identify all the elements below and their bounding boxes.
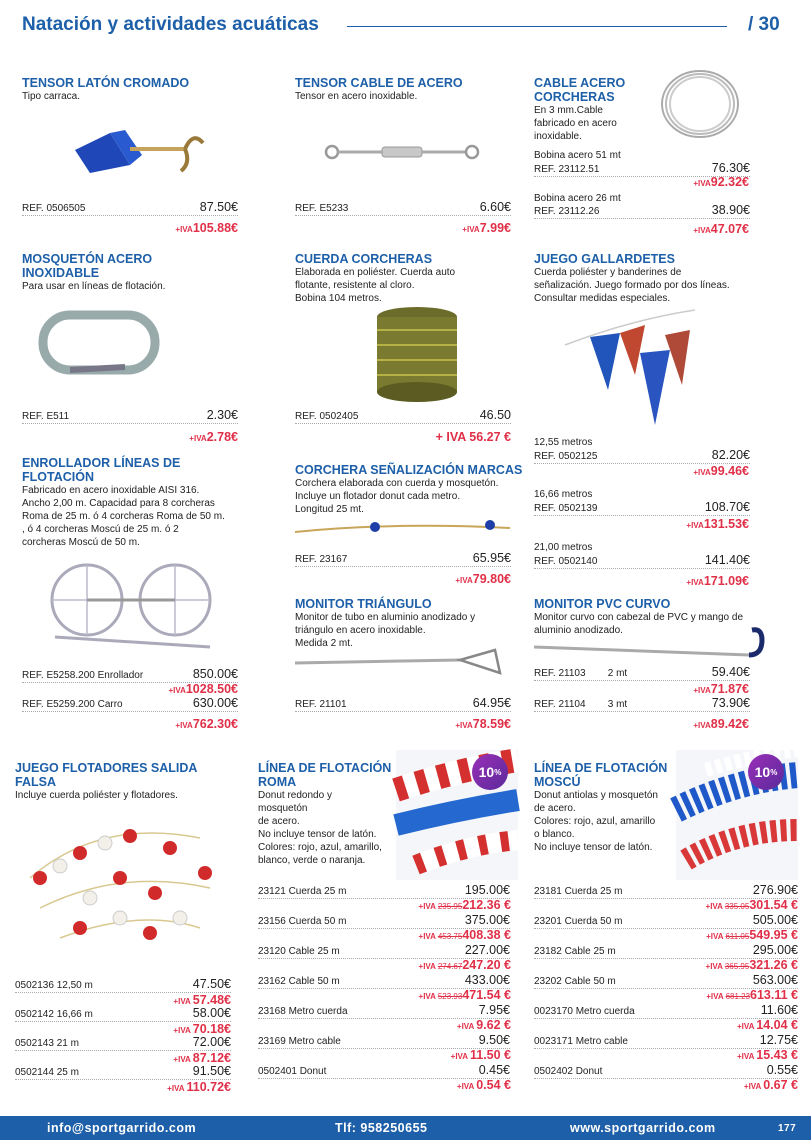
iva-label: +IVA [173, 1055, 193, 1064]
price-before-discount: 611.05 [725, 932, 750, 941]
iva-label: +IVA [175, 721, 193, 730]
iva-label: +IVA [168, 686, 186, 695]
price-row [258, 973, 510, 989]
product-cuerda-corcheras [295, 252, 515, 305]
iva-label: +IVA [456, 1082, 477, 1091]
iva-label: +IVA [189, 434, 207, 443]
price-row [534, 1003, 798, 1019]
price: 73.90€ [711, 696, 750, 710]
product-title: MONITOR TRIÁNGULO [295, 597, 432, 611]
price-iva [173, 993, 231, 1007]
iva-label: +IVA [462, 225, 480, 234]
price-iva [706, 988, 798, 1002]
iva-label: +IVA [693, 468, 711, 477]
ref-code: 0502401 Donut [258, 1066, 327, 1077]
price-iva: +IVA7.99€ [462, 221, 511, 235]
ref-code: 23181 Cuerda 25 m [534, 886, 623, 897]
price-iva [419, 898, 511, 912]
price-iva: +IVA79.80€ [455, 572, 511, 586]
price-iva: +IVA89.42€ [693, 717, 749, 731]
product-tensor-cable [295, 76, 515, 103]
price-before-discount: 523.93 [437, 992, 463, 1001]
product-desc: En 3 mm.Cable [534, 105, 603, 116]
price-before-discount: 335.05 [724, 902, 750, 911]
ref-code: REF. E5259.200 Carro [22, 699, 123, 710]
price-row [22, 667, 238, 683]
price-row [534, 553, 750, 569]
price-row [534, 1033, 798, 1049]
price-with-iva: 110.72€ [186, 1080, 231, 1094]
iva-label: +IVA [686, 578, 704, 587]
iva-label: +IVA [418, 992, 438, 1001]
floats-image [20, 808, 220, 958]
price-row [295, 696, 511, 712]
price-row [258, 943, 510, 959]
product-desc: Incluye un flotador donut cada metro. [295, 491, 461, 502]
price-row [258, 1063, 510, 1079]
product-desc: Tensor en acero inoxidable. [295, 91, 418, 102]
ref-code: REF. 21104 3 mt [534, 699, 628, 710]
product-title: JUEGO GALLARDETES [534, 252, 675, 266]
price-with-iva: 57.48€ [192, 993, 231, 1007]
iva-label: +IVA [450, 1052, 470, 1061]
product-enrollador [22, 456, 262, 549]
footer-email[interactable]: info@sportgarrido.com [47, 1121, 197, 1135]
iva-label: +IVA [456, 1022, 477, 1031]
product-roma [258, 761, 398, 867]
price-with-iva: 549.95 € [749, 928, 798, 942]
iva-label: +IVA [706, 992, 726, 1001]
ref-code: REF. 23112.51 [534, 164, 600, 175]
ref-code: 0502402 Donut [534, 1066, 603, 1077]
price-with-iva: 15.43 € [756, 1048, 798, 1062]
price-iva [419, 958, 511, 972]
price: 72.00€ [192, 1035, 231, 1049]
price: 87.50€ [199, 200, 238, 214]
price-row [258, 1033, 510, 1049]
product-desc: triángulo en acero inoxidable. [295, 625, 426, 636]
iva-label: +IVA [705, 902, 725, 911]
price-row [258, 883, 510, 899]
price-iva [737, 1048, 798, 1062]
price: 108.70€ [704, 500, 750, 514]
price-row [258, 1003, 510, 1019]
ref-code: REF. 23112.26 [534, 206, 600, 217]
product-desc: Tipo carraca. [22, 91, 80, 102]
ref-code: 23201 Cuerda 50 m [534, 916, 623, 927]
product-mosqueton [22, 252, 242, 293]
ref-code: 0023171 Metro cable [534, 1036, 628, 1047]
product-title: MOSCÚ [534, 775, 581, 789]
price-row [295, 200, 511, 216]
price-row [534, 448, 750, 464]
product-title: TENSOR LATÓN CROMADO [22, 76, 190, 90]
ref-code: REF. E511 [22, 411, 70, 422]
price: 0.45€ [478, 1063, 510, 1077]
product-title: JUEGO FLOTADORES SALIDA [15, 761, 198, 775]
product-desc: No incluye tensor de latón. [258, 829, 377, 840]
page-title: Natación y actividades acuáticas [22, 14, 319, 35]
price-iva: +IVA105.88€ [175, 221, 238, 235]
product-desc: Incluye cuerda poliéster y flotadores. [15, 790, 178, 801]
price: 7.95€ [478, 1003, 510, 1017]
iva-label: +IVA [706, 932, 726, 941]
product-gallardetes [534, 252, 784, 305]
product-corchera-senalizacion [295, 463, 535, 516]
product-desc: o blanco. [534, 829, 575, 840]
price: 141.40€ [704, 553, 750, 567]
ref-code: REF. 0502405 [295, 411, 359, 422]
ref-code: REF. 0506505 [22, 203, 86, 214]
product-desc: Monitor de tubo en aluminio anodizado y [295, 612, 476, 623]
product-title: CORCHERAS [534, 90, 615, 104]
product-title: MOSQUETÓN ACERO [22, 252, 153, 266]
iva-label: +IVA [167, 1084, 187, 1093]
price-iva: +IVA762.30€ [175, 717, 238, 731]
price-iva [419, 988, 511, 1002]
price: 630.00€ [192, 696, 238, 710]
ref-code: REF. E5233 [295, 203, 349, 214]
product-desc: , ó 4 corcheras Moscú de 25 m. ó 2 [22, 524, 179, 535]
product-title: LÍNEA DE FLOTACIÓN [534, 761, 668, 775]
product-desc: Ancho 2,00 m. Capacidad para 8 corcheras [22, 498, 215, 509]
product-title: CUERDA CORCHERAS [295, 252, 433, 266]
header-rule [347, 26, 727, 27]
curved-monitor-image [534, 625, 774, 665]
iva-label: +IVA [743, 1082, 764, 1091]
price-row [22, 696, 238, 712]
marker-line-image [295, 518, 510, 538]
price-row [534, 883, 798, 899]
price-row [534, 203, 750, 219]
product-desc: Consultar medidas especiales. [534, 293, 671, 304]
product-desc: Colores: rojo, azul, amarillo [534, 816, 656, 827]
iva-label: +IVA [705, 962, 725, 971]
product-desc: No incluye tensor de latón. [534, 842, 653, 853]
ref-code: REF. 21101 [295, 699, 347, 710]
triangle-monitor-image [295, 648, 510, 678]
product-desc: Longitud 25 mt. [295, 504, 364, 515]
price-iva [173, 1022, 231, 1036]
price-row [534, 500, 750, 516]
price-iva [457, 1018, 511, 1032]
rope-spool-image [372, 305, 462, 405]
ref-code: 0502142 16,66 m [15, 1009, 93, 1020]
price: 850.00€ [192, 667, 238, 681]
price-iva: +IVA171.09€ [686, 574, 749, 588]
iva-label: +IVA [418, 962, 438, 971]
ref-code: 23168 Metro cuerda [258, 1006, 348, 1017]
price-iva [744, 1078, 798, 1092]
ref-code: 23120 Cable 25 m [258, 946, 340, 957]
footer-bar [0, 1116, 811, 1140]
product-desc: mosquetón [258, 803, 308, 814]
price-row [534, 943, 798, 959]
price: 505.00€ [752, 913, 798, 927]
iva-label: +IVA [693, 686, 711, 695]
price-before-discount: 681.23 [725, 992, 751, 1001]
price-iva: + IVA 56.27 € [435, 430, 511, 444]
price: 65.95€ [472, 551, 511, 565]
product-desc: Donut redondo y [258, 790, 332, 801]
price-before-discount: 365.95 [724, 962, 750, 971]
ref-code: REF. 0502140 [534, 556, 598, 567]
price-with-iva: 0.54 € [476, 1078, 511, 1092]
product-desc: aluminio anodizado. [534, 625, 623, 636]
option-label: 12,55 metros [534, 437, 593, 448]
price-iva [451, 1048, 511, 1062]
price-before-discount: 274.67 [437, 962, 463, 971]
ref-code: REF. 21103 2 mt [534, 668, 628, 679]
price: 12.75€ [759, 1033, 798, 1047]
price: 59.40€ [711, 665, 750, 679]
option-label: 21,00 metros [534, 542, 593, 553]
product-title: TENSOR CABLE DE ACERO [295, 76, 463, 90]
product-title: INOXIDABLE [22, 266, 100, 280]
iva-label: +IVA [693, 721, 711, 730]
discount-badge: 10 % [748, 754, 784, 790]
product-desc: blanco, verde o naranja. [258, 855, 366, 866]
price: 46.50 [479, 408, 511, 422]
price-iva [167, 1080, 231, 1094]
price: 76.30€ [711, 161, 750, 175]
ref-code: REF. E5258.200 Enrollador [22, 670, 144, 681]
product-flotadores [15, 761, 245, 802]
price: 9.50€ [478, 1033, 510, 1047]
price-row [22, 200, 238, 216]
product-desc: Para usar en líneas de flotación. [22, 281, 166, 292]
product-tensor-laton [22, 76, 242, 103]
price-with-iva: 613.11 € [750, 988, 798, 1002]
ref-code: 0502143 21 m [15, 1038, 79, 1049]
product-title: FALSA [15, 775, 56, 789]
price-row [15, 1035, 231, 1051]
price: 375.00€ [464, 913, 510, 927]
price-iva [419, 928, 511, 942]
ref-code: 23121 Cuerda 25 m [258, 886, 347, 897]
product-desc: flotante, resistente al cloro. [295, 280, 415, 291]
tensor-cable-image [322, 140, 482, 164]
price-iva [173, 1051, 231, 1065]
price-iva: +IVA78.59€ [455, 717, 511, 731]
cable-coil-image [655, 62, 745, 150]
price: 64.95€ [472, 696, 511, 710]
product-title: LÍNEA DE FLOTACIÓN [258, 761, 392, 775]
ref-code: 23182 Cable 25 m [534, 946, 616, 957]
price-before-discount: 453.75 [437, 932, 463, 941]
carabiner-image [35, 305, 165, 385]
price-row [295, 408, 511, 424]
product-desc: Bobina 104 metros. [295, 293, 382, 304]
price-with-iva: 301.54 € [749, 898, 798, 912]
price: 295.00€ [752, 943, 798, 957]
discount-badge: 10 % [472, 754, 508, 790]
iva-label: +IVA [686, 521, 704, 530]
product-desc: Cuerda poliéster y banderines de [534, 267, 682, 278]
price-iva: +IVA92.32€ [693, 175, 749, 189]
price: 563.00€ [752, 973, 798, 987]
reel-image [45, 555, 215, 665]
price: 47.50€ [192, 977, 231, 991]
price-with-iva: 408.38 € [462, 928, 511, 942]
price-row [534, 665, 750, 681]
price-row [534, 696, 750, 712]
ref-code: REF. 0502125 [534, 451, 598, 462]
product-desc: Donut antiolas y mosquetón [534, 790, 658, 801]
product-desc: Corchera elaborada con cuerda y mosquetón. [295, 478, 499, 489]
price-iva [737, 1018, 798, 1032]
price-iva: +IVA131.53€ [686, 517, 749, 531]
price: 276.90€ [752, 883, 798, 897]
price: 433.00€ [464, 973, 510, 987]
ref-code: 0502144 25 m [15, 1067, 79, 1078]
iva-label: +IVA [418, 902, 438, 911]
price-row [15, 977, 231, 993]
iva-label: +IVA [455, 576, 473, 585]
iva-label: +IVA [418, 932, 438, 941]
price-iva [706, 928, 798, 942]
price-iva: +IVA47.07€ [693, 222, 749, 236]
price: 6.60€ [479, 200, 511, 214]
price-before-discount: 235.95 [437, 902, 463, 911]
price-row [295, 551, 511, 567]
price: 0.55€ [766, 1063, 798, 1077]
product-desc: Monitor curvo con cabezal de PVC y mango de [534, 612, 743, 623]
product-desc: señalización. Juego formado por dos líneas. [534, 280, 730, 291]
price-iva: +IVA99.46€ [693, 464, 749, 478]
product-desc: inoxidable. [534, 131, 582, 142]
price-row [15, 1006, 231, 1022]
product-title: ROMA [258, 775, 297, 789]
price-with-iva: 212.36 € [462, 898, 511, 912]
product-title: ENROLLADOR LÍNEAS DE [22, 456, 181, 470]
price-with-iva: 321.26 € [749, 958, 798, 972]
ref-code: REF. 0502139 [534, 503, 598, 514]
price-iva [457, 1078, 511, 1092]
price: 195.00€ [464, 883, 510, 897]
product-desc: Roma de 25 m. ó 4 corcheras Roma de 50 m. [22, 511, 225, 522]
price: 91.50€ [192, 1064, 231, 1078]
product-title: CABLE ACERO [534, 76, 626, 90]
product-desc: fabricado en acero [534, 118, 617, 129]
option-label: Bobina acero 51 mt [534, 150, 621, 161]
price: 2.30€ [206, 408, 238, 422]
product-desc: de acero. [258, 816, 300, 827]
ref-code: 0502136 12,50 m [15, 980, 93, 991]
ref-code: 23156 Cuerda 50 m [258, 916, 347, 927]
price: 227.00€ [464, 943, 510, 957]
tensor-laton-image [70, 125, 220, 180]
ref-code: 0023170 Metro cuerda [534, 1006, 635, 1017]
price-with-iva: 9.62 € [476, 1018, 511, 1032]
iva-label: +IVA [173, 1026, 193, 1035]
ref-code: 23162 Cable 50 m [258, 976, 340, 987]
price: 58.00€ [192, 1006, 231, 1020]
page-number: 177 [778, 1123, 797, 1134]
product-desc: Elaborada en poliéster. Cuerda auto [295, 267, 456, 278]
price-iva: +IVA71.87€ [693, 682, 749, 696]
product-cable-corcheras [534, 76, 654, 143]
iva-label: +IVA [736, 1052, 757, 1061]
price-with-iva: 70.18€ [192, 1022, 231, 1036]
product-desc: Colores: rojo, azul, amarillo, [258, 842, 382, 853]
ref-code: 23169 Metro cable [258, 1036, 341, 1047]
option-label: Bobina acero 26 mt [534, 193, 621, 204]
product-title: MONITOR PVC CURVO [534, 597, 671, 611]
price: 38.90€ [711, 203, 750, 217]
price-with-iva: 247.20 € [462, 958, 511, 972]
price-iva: +IVA1028.50€ [168, 682, 238, 696]
iva-label: +IVA [693, 179, 711, 188]
option-label: 16,66 metros [534, 489, 593, 500]
product-monitor-triangulo [295, 597, 535, 650]
ref-code: 23202 Cable 50 m [534, 976, 616, 987]
price-with-iva: 471.54 € [462, 988, 511, 1002]
product-title: FLOTACIÓN [22, 470, 94, 484]
product-desc: Medida 2 mt. [295, 638, 353, 649]
iva-label: +IVA [736, 1022, 757, 1031]
price-row [534, 1063, 798, 1079]
product-desc: corcheras Moscú de 50 m. [22, 537, 140, 548]
price-iva: +IVA2.78€ [189, 430, 238, 444]
product-desc: de acero. [534, 803, 576, 814]
ref-code: REF. 23167 [295, 554, 348, 565]
iva-label: +IVA [693, 226, 711, 235]
product-moscu [534, 761, 684, 854]
iva-label: +IVA [175, 225, 193, 234]
pennant-flags-image [560, 305, 700, 430]
price-row [15, 1064, 231, 1080]
footer-website[interactable]: www.sportgarrido.com [570, 1121, 716, 1135]
footer-phone: Tlf: 958250655 [335, 1121, 428, 1135]
product-title: CORCHERA SEÑALIZACIÓN MARCAS [295, 463, 523, 477]
price-row [22, 408, 238, 424]
price: 82.20€ [711, 448, 750, 462]
price-row [534, 973, 798, 989]
product-desc: Fabricado en acero inoxidable AISI 316. [22, 485, 200, 496]
iva-label: +IVA [173, 997, 193, 1006]
price-with-iva: 14.04 € [756, 1018, 798, 1032]
price-iva [706, 898, 798, 912]
price-row [534, 913, 798, 929]
iva-label: +IVA [455, 721, 473, 730]
section-number: / 30 [748, 14, 780, 35]
price-with-iva: 0.67 € [763, 1078, 798, 1092]
price: 11.60€ [760, 1003, 798, 1017]
price-row [258, 913, 510, 929]
price-with-iva: 87.12€ [192, 1051, 231, 1065]
price-iva [706, 958, 798, 972]
price-with-iva: 11.50 € [469, 1048, 511, 1062]
